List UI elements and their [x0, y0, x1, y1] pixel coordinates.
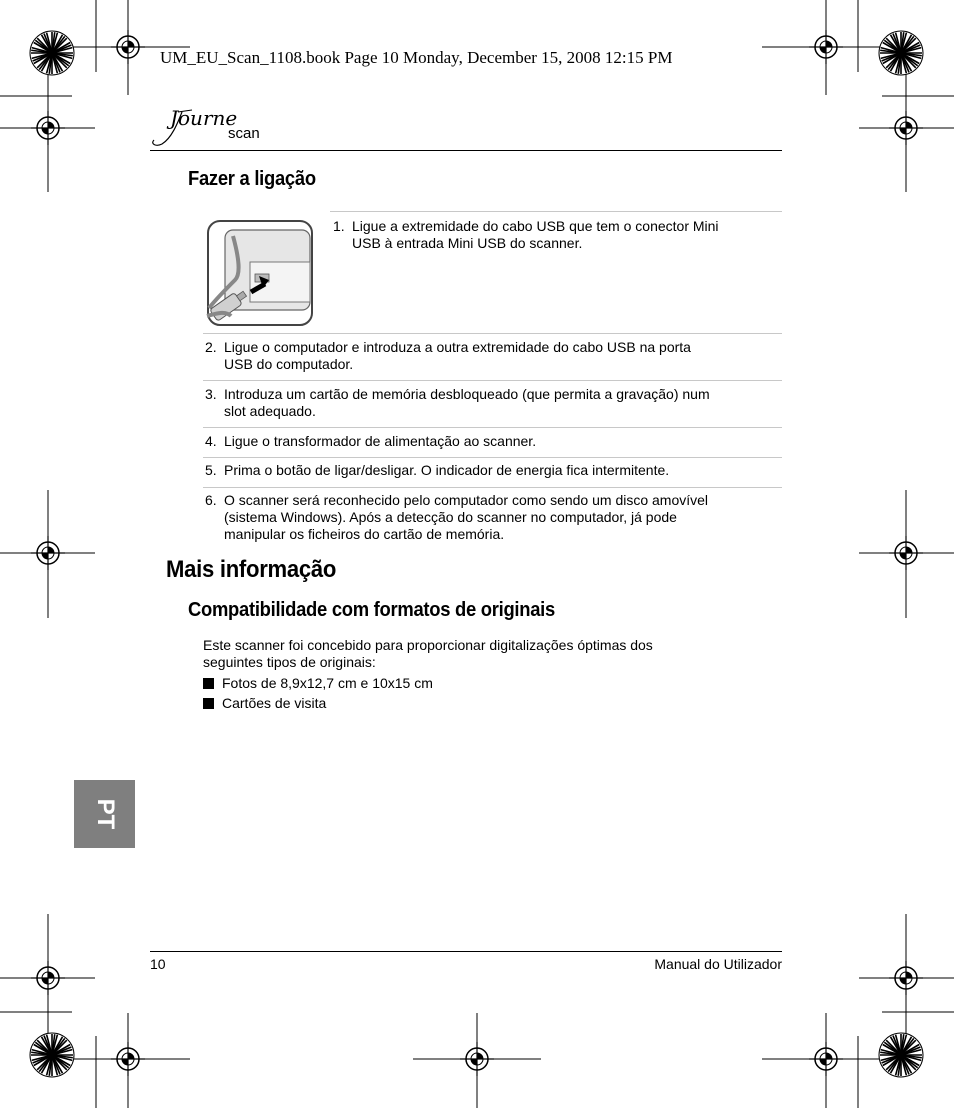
- step-separator: [203, 333, 782, 334]
- section-title-more-info: Mais informação: [166, 556, 337, 583]
- step-separator: [203, 427, 782, 428]
- step-separator: [203, 487, 782, 488]
- footer-rule: [150, 951, 782, 952]
- step-number: 2.: [205, 339, 217, 355]
- step-number: 4.: [205, 433, 217, 449]
- step-text-line: manipular os ficheiros do cartão de memória.: [224, 526, 505, 542]
- page-number: 10: [150, 956, 166, 972]
- subsection-title-compatibility: Compatibilidade com formatos de originais: [188, 599, 555, 621]
- step-number: 1.: [333, 218, 345, 234]
- language-tab-label: PT: [91, 798, 119, 830]
- compatibility-intro: [203, 637, 783, 671]
- list-item-text: Cartões de visita: [222, 695, 327, 711]
- step-text-line: USB à entrada Mini USB do scanner.: [352, 235, 583, 251]
- logo-script: Journe: [170, 106, 238, 130]
- step-text-line: Prima o botão de ligar/desligar. O indicador de energia fica intermitente.: [224, 462, 670, 478]
- step-separator: [330, 211, 782, 212]
- step-separator: [203, 457, 782, 458]
- logo-subtitle: scan: [228, 125, 260, 142]
- usb-connection-illustration: [205, 218, 315, 328]
- step-number: 3.: [205, 386, 217, 402]
- header-rule: [150, 150, 782, 151]
- step-separator: [203, 380, 782, 381]
- step-text-line: Ligue o computador e introduza a outra extremidade do cabo USB na porta: [224, 339, 691, 355]
- step-number: 6.: [205, 492, 217, 508]
- manual-title: Manual do Utilizador: [654, 956, 782, 972]
- step-text-line: O scanner será reconhecido pelo computador como sendo um disco amovível: [224, 492, 709, 508]
- step-text-line: USB do computador.: [224, 356, 354, 372]
- step-text-line: slot adequado.: [224, 403, 316, 419]
- bullet-square-icon: [203, 678, 214, 689]
- step-text-line: Ligue o transformador de alimentação ao scanner.: [224, 433, 537, 449]
- list-item-text: Fotos de 8,9x12,7 cm e 10x15 cm: [222, 675, 433, 691]
- step-number: 5.: [205, 462, 217, 478]
- usb-cable-scanner-icon: [205, 218, 315, 328]
- intro-line: seguintes tipos de originais:: [203, 654, 376, 670]
- step-text-line: Introduza um cartão de memória desbloqueado (que permita a gravação) num: [224, 386, 710, 402]
- bullet-square-icon: [203, 698, 214, 709]
- intro-line: Este scanner foi concebido para proporcionar digitalizações óptimas dos: [203, 637, 653, 653]
- step-text-line: Ligue a extremidade do cabo USB que tem o conector Mini: [352, 218, 719, 234]
- language-tab: [74, 780, 135, 848]
- journe-scan-logo: [148, 100, 278, 150]
- section-title-connection: Fazer a ligação: [188, 168, 316, 190]
- step-text-line: (sistema Windows). Após a detecção do scanner no computador, já pode: [224, 509, 677, 525]
- print-header: UM_EU_Scan_1108.book Page 10 Monday, December 15, 2008 12:15 PM: [160, 48, 673, 67]
